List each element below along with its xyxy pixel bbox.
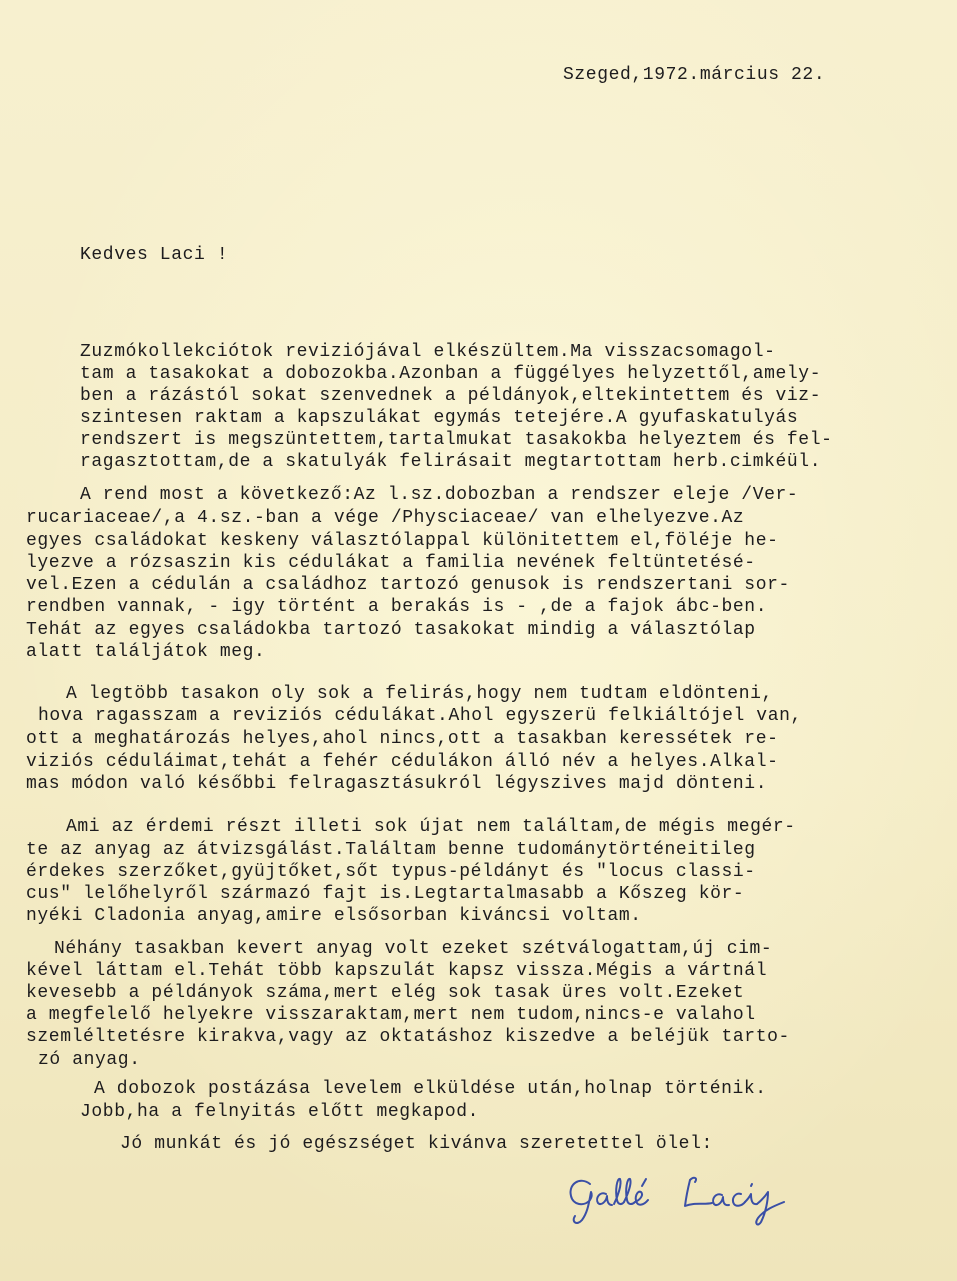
- text-line: A rend most a következő:Az l.sz.dobozban a rendszer eleje /Ver-: [80, 485, 799, 505]
- text-line: kevesebb a példányok száma,mert elég sok tasak üres volt.Ezeket: [26, 983, 745, 1003]
- text-line: ott a meghatározás helyes,ahol nincs,ott a tasakban keressétek re-: [26, 729, 779, 749]
- text-line: érdekes szerzőket,gyüjtőket,sőt typus-példányt és "locus classi-: [26, 862, 756, 882]
- text-line: A legtöbb tasakon oly sok a felirás,hogy nem tudtam eldönteni,: [66, 684, 773, 704]
- text-line: rendben vannak, - igy történt a berakás is - ,de a fajok ábc-ben.: [26, 597, 768, 617]
- text-line: ben a rázástól sokat szenvednek a példányok,eltekintettem és viz-: [80, 386, 822, 406]
- text-line: egyes családokat keskeny választólappal különitettem el,föléje he-: [26, 531, 779, 551]
- text-line: A dobozok postázása levelem elküldése után,holnap történik.: [94, 1079, 767, 1099]
- letter-salutation: Kedves Laci !: [80, 245, 229, 265]
- text-line: szintesen raktam a kapszulákat egymás tetejére.A gyufaskatulyás: [80, 408, 799, 428]
- text-line: vel.Ezen a cédulán a családhoz tartozó genusok is rendszertani sor-: [26, 575, 790, 595]
- text-line: te az anyag az átvizsgálást.Találtam benne tudománytörténeitileg: [26, 840, 756, 860]
- text-line: a megfelelő helyekre visszaraktam,mert nem tudom,nincs-e valahol: [26, 1005, 756, 1025]
- letter-date: Szeged,1972.március 22.: [563, 65, 826, 85]
- text-line: alatt találjátok meg.: [26, 642, 266, 662]
- text-line: cus" lelőhelyről származó fajt is.Legtartalmasabb a Kőszeg kör-: [26, 884, 745, 904]
- text-line: Tehát az egyes családokba tartozó tasakokat mindig a választólap: [26, 620, 756, 640]
- text-line: nyéki Cladonia anyag,amire elsősorban kiváncsi voltam.: [26, 906, 642, 926]
- signature-drawing: [562, 1162, 822, 1232]
- text-line: Néhány tasakban kevert anyag volt ezeket szétválogattam,új cim-: [54, 939, 773, 959]
- text-line: Jobb,ha a felnyitás előtt megkapod.: [80, 1102, 480, 1122]
- text-line: zó anyag.: [38, 1050, 141, 1070]
- text-line: Ami az érdemi részt illeti sok újat nem találtam,de mégis megér-: [66, 817, 796, 837]
- text-line: kével láttam el.Tehát több kapszulát kapsz vissza.Mégis a vártnál: [26, 961, 768, 981]
- text-line: szemléltetésre kirakva,vagy az oktatáshoz kiszedve a beléjük tarto-: [26, 1027, 790, 1047]
- text-line: Zuzmókollekciótok reviziójával elkészültem.Ma visszacsomagol-: [80, 342, 776, 362]
- text-line: hova ragasszam a reviziós cédulákat.Ahol egyszerü felkiáltójel van,: [38, 706, 802, 726]
- text-line: lyezve a rózsaszin kis cédulákat a familia nevének feltüntetésé-: [26, 553, 756, 573]
- text-line: Jó munkát és jó egészséget kivánva szeretettel ölel:: [120, 1134, 713, 1154]
- text-line: mas módon való későbbi felragasztásukról légyszives majd dönteni.: [26, 774, 768, 794]
- text-line: rendszert is megszüntettem,tartalmukat tasakokba helyeztem és fel-: [80, 430, 833, 450]
- text-line: ragasztottam,de a skatulyák felirásait megtartottam herb.cimkéül.: [80, 452, 822, 472]
- text-line: rucariaceae/,a 4.sz.-ban a vége /Physciaceae/ van elhelyezve.Az: [26, 508, 745, 528]
- text-line: tam a tasakokat a dobozokba.Azonban a függélyes helyzettől,amely-: [80, 364, 822, 384]
- text-line: viziós céduláimat,tehát a fehér cédulákon álló név a helyes.Alkal-: [26, 752, 779, 772]
- handwritten-signature: [562, 1162, 822, 1232]
